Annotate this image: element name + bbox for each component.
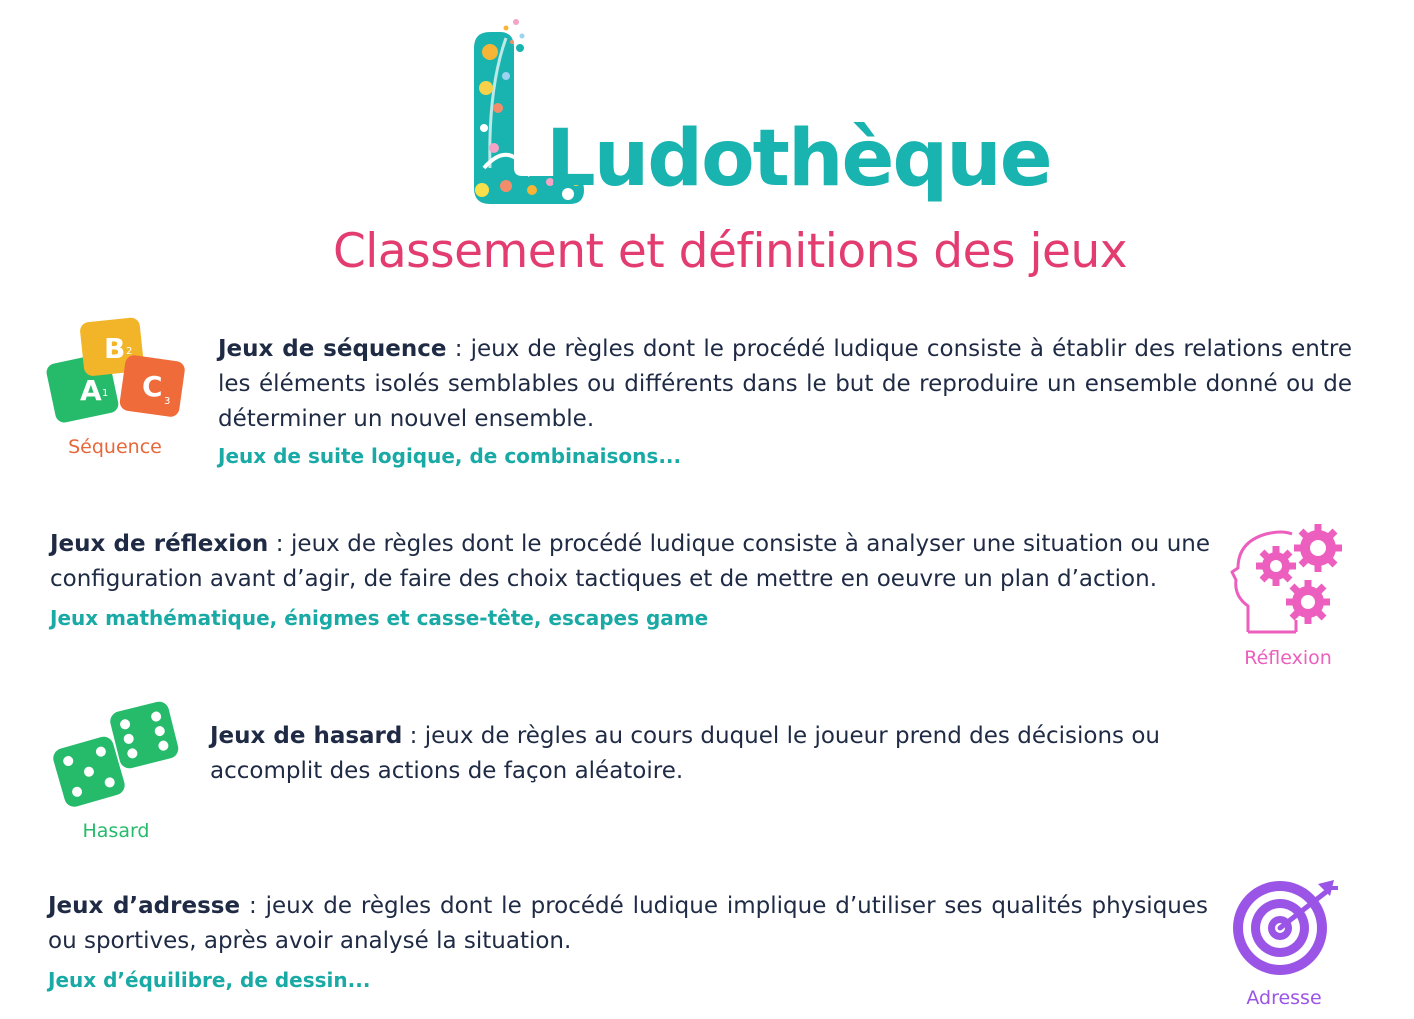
section-adresse — [48, 889, 1208, 993]
svg-text:3: 3 — [164, 396, 171, 407]
dice-icon — [50, 700, 182, 810]
svg-text:1: 1 — [102, 388, 109, 399]
logo-wordmark: Ludothèque — [546, 114, 1051, 204]
examples-adresse: Jeux d’équilibre, de dessin... — [48, 968, 371, 992]
section-sequence — [218, 332, 1352, 469]
definition-adresse — [48, 889, 1208, 959]
block-letter-a: A — [80, 374, 102, 407]
term-reflexion: Jeux de réflexion — [50, 531, 269, 557]
examples-reflexion: Jeux mathématique, énigmes et casse-tête, escapes game — [50, 606, 709, 630]
definition-text-adresse: : jeux de règles dont le procédé ludique implique d’utiliser ses qualités physiques ou sportives, après avoir analysé la situation. — [48, 893, 1209, 954]
definition-text-sequence: : jeux de règles dont le procédé ludique consiste à établir des relations entre les éléments isolés semblables ou différents dans le but de reproduire un ensemble donné ou de déterminer un nouvel ensemble. — [218, 336, 1352, 432]
abc-blocks-icon — [40, 316, 190, 428]
definition-hasard — [210, 719, 1240, 789]
icon-label-adresse: Adresse — [1246, 987, 1322, 1009]
target-icon — [1228, 878, 1340, 978]
head-gears-icon — [1230, 520, 1350, 635]
icon-label-sequence: Séquence — [68, 436, 162, 458]
section-hasard — [210, 719, 1240, 789]
svg-text:2: 2 — [126, 346, 133, 357]
section-reflexion — [50, 527, 1210, 631]
icon-label-hasard: Hasard — [82, 820, 150, 842]
definition-text-hasard: : jeux de règles au cours duquel le joueur prend des décisions ou accomplit des actions de façon aléatoire. — [210, 723, 1160, 784]
term-hasard: Jeux de hasard — [210, 723, 403, 749]
block-letter-c: C — [142, 370, 163, 403]
definition-text-reflexion: : jeux de règles dont le procédé ludique consiste à analyser une situation ou une configuration avant d’agir, de faire des choix tactiques et de mettre en oeuvre un plan d’action. — [50, 531, 1210, 592]
icon-label-reflexion: Réflexion — [1244, 647, 1332, 669]
term-sequence: Jeux de séquence — [218, 336, 447, 362]
examples-sequence: Jeux de suite logique, de combinaisons... — [218, 444, 682, 468]
definition-reflexion — [50, 527, 1210, 597]
term-adresse: Jeux d’adresse — [48, 893, 241, 919]
page-subtitle: Classement et définitions des jeux — [332, 224, 1128, 279]
block-letter-b: B — [104, 332, 126, 365]
definition-sequence — [218, 332, 1352, 437]
